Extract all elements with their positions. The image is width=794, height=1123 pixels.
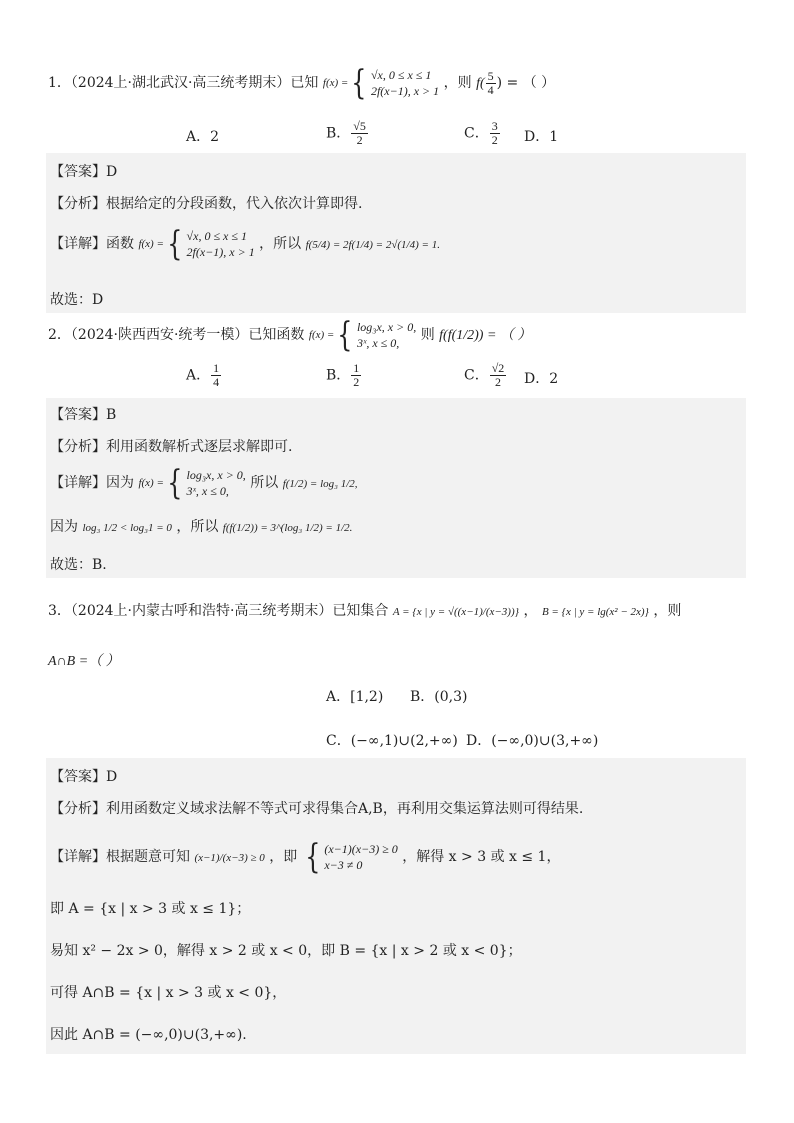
q3-step3: 可得 A∩B = {x | x > 3 或 x < 0}， xyxy=(50,985,287,1001)
q2-case1: log₃x, x > 0, xyxy=(356,320,417,334)
q1-option-a: A．2 xyxy=(186,129,220,145)
q2-brace: { xyxy=(337,315,353,355)
q3-tail: ，则 xyxy=(653,603,682,619)
q2-option-a-den: 4 xyxy=(213,375,220,389)
q2-option-b-label: B． xyxy=(326,367,351,384)
q1-analysis: 【分析】根据给定的分段函数，代入依次计算即得. xyxy=(50,196,363,212)
q2-cases xyxy=(357,319,416,351)
q2-mid: 则 xyxy=(420,327,435,343)
q1-option-c xyxy=(464,120,501,147)
q3-step4: 因此 A∩B = (−∞,0)∪(3,+∞). xyxy=(50,1027,247,1043)
q1-option-b-num: √5 xyxy=(353,119,366,133)
q2-stem xyxy=(48,315,532,355)
q1-func-name: f(x) = xyxy=(322,77,349,89)
q2-piecewise xyxy=(308,315,417,355)
q3-detail-case1: (x−1)(x−3) ≥ 0 xyxy=(324,842,398,856)
q1-answer-box xyxy=(46,153,746,313)
q1-query-num: 5 xyxy=(487,68,494,83)
q2-option-b-den: 2 xyxy=(353,375,360,389)
q3-detail-brace: { xyxy=(304,837,321,877)
q2-line2-eq2: f(f(1/2)) = 3^(log₃ 1/2) = 1/2. xyxy=(222,522,353,534)
q2-option-a-num: 1 xyxy=(213,361,220,375)
q2-prefix: 2．（2024·陕西西安·统考一模）已知函数 xyxy=(48,327,305,343)
q2-analysis: 【分析】利用函数解析式逐层求解即可. xyxy=(50,439,293,455)
q1-option-b-label: B． xyxy=(326,125,351,142)
q2-query: f(f(1/2)) = （ ） xyxy=(439,328,532,343)
q2-detail-cases xyxy=(187,467,246,499)
q2-option-c-num: √2 xyxy=(491,361,505,375)
q2-answer-box xyxy=(46,398,746,578)
q3-answer: 【答案】D xyxy=(50,769,118,785)
q1-query-pre: f( xyxy=(476,76,485,91)
q3-step1: 即 A = {x | x > 3 或 x ≤ 1}； xyxy=(50,901,251,917)
q3-stem xyxy=(48,600,681,620)
q1-option-b-den: 2 xyxy=(356,133,363,147)
q2-option-a xyxy=(186,362,222,389)
q1-stem xyxy=(48,63,556,103)
q1-answer: 【答案】D xyxy=(50,164,118,180)
q2-option-a-frac xyxy=(211,362,221,389)
q1-detail-cases xyxy=(187,228,255,260)
q1-detail-case1: √x, 0 ≤ x ≤ 1 xyxy=(186,229,247,243)
q1-prefix: 1．（2024上·湖北武汉·高三统考期末）已知 xyxy=(48,75,319,91)
q1-case2: 2f(x−1), x > 1 xyxy=(370,84,440,98)
q2-detail-piecewise xyxy=(138,463,246,503)
q3-set-a: A = {x | y = √((x−1)/(x−3))} xyxy=(392,606,520,618)
q3-option-a: A．[1,2) xyxy=(326,689,384,705)
q3-detail-mid: ，即 xyxy=(269,849,298,865)
q1-piecewise xyxy=(322,63,440,103)
q2-option-c-den: 2 xyxy=(495,375,502,389)
q3-option-b: B．(0,3) xyxy=(410,689,468,705)
q2-detail-eq: f(1/2) = log₃ 1/2, xyxy=(282,478,358,490)
q1-option-b xyxy=(326,120,369,147)
q3-answer-box xyxy=(46,758,746,1054)
q2-option-c-label: C． xyxy=(464,367,489,384)
q2-option-a-label: A． xyxy=(186,367,211,384)
q1-option-c-label: C． xyxy=(464,125,489,142)
q3-detail-ineq: (x−1)/(x−3) ≥ 0 xyxy=(194,852,265,864)
q1-mid: ，则 xyxy=(443,75,472,91)
q2-option-b xyxy=(326,362,362,389)
q2-option-b-frac xyxy=(351,362,361,389)
q3-analysis: 【分析】利用函数定义域求法解不等式可求得集合A,B，再利用交集运算法则可得结果. xyxy=(50,801,584,817)
q2-line2-mid: ，所以 xyxy=(176,519,219,535)
q3-detail-label: 【详解】根据题意可知 xyxy=(50,849,190,865)
q3-sep: ， xyxy=(523,603,538,619)
q2-detail-mid: 所以 xyxy=(250,475,279,491)
q3-detail-tail: ，解得 x > 3 或 x ≤ 1， xyxy=(402,849,561,865)
q1-brace: { xyxy=(351,63,367,103)
q3-option-d: D．(−∞,0)∪(3,+∞) xyxy=(466,733,599,749)
q3-detail-case2: x−3 ≠ 0 xyxy=(324,858,363,872)
q2-choice: 故选：B. xyxy=(50,557,107,573)
q1-detail-label: 【详解】函数 xyxy=(50,236,134,252)
q1-query-post: ) = （ ） xyxy=(496,75,556,91)
q2-option-c-frac xyxy=(490,362,507,389)
q2-option-b-num: 1 xyxy=(353,361,360,375)
q2-detail-case1: log₃x, x > 0, xyxy=(186,468,246,482)
q1-detail-piecewise xyxy=(138,224,255,264)
q1-option-b-frac xyxy=(351,120,368,147)
q1-detail-func: f(x) = xyxy=(138,238,164,250)
q3-option-c: C．(−∞,1)∪(2,+∞) xyxy=(326,733,458,749)
q1-choice: 故选：D xyxy=(50,292,104,308)
q3-set-b: B = {x | y = lg(x² − 2x)} xyxy=(541,606,649,618)
q2-line2-eq: log₃ 1/2 < log₃1 = 0 xyxy=(82,522,172,534)
q2-detail-label: 【详解】因为 xyxy=(50,475,134,491)
q2-option-d: D．2 xyxy=(524,371,559,387)
q3-step2: 易知 x² − 2x > 0，解得 x > 2 或 x < 0，即 B = {x | x > 2 或 x < 0}； xyxy=(50,943,522,959)
q2-case2: 3ˣ, x ≤ 0, xyxy=(356,336,400,350)
q2-answer: 【答案】B xyxy=(50,407,117,423)
q3-detail-cases xyxy=(324,841,397,873)
q1-detail-case2: 2f(x−1), x > 1 xyxy=(186,245,255,259)
q1-option-c-frac xyxy=(490,120,500,147)
q1-detail xyxy=(50,224,440,264)
q2-detail-line2 xyxy=(50,516,352,536)
q1-query-frac xyxy=(486,70,496,97)
q2-func-name: f(x) = xyxy=(308,329,335,341)
q2-detail xyxy=(50,463,358,503)
q1-option-c-den: 2 xyxy=(491,133,498,147)
q1-detail-eq: f(5/4) = 2f(1/4) = 2√(1/4) = 1. xyxy=(305,239,440,251)
q1-case1: √x, 0 ≤ x ≤ 1 xyxy=(370,68,432,82)
q2-line2-pre: 因为 xyxy=(50,519,78,535)
q1-detail-mid: ，所以 xyxy=(259,236,302,252)
q3-stem-line2: A∩B =（ ） xyxy=(48,654,120,669)
q2-detail-case2: 3ˣ, x ≤ 0, xyxy=(186,484,229,498)
q3-detail-system xyxy=(302,837,398,877)
q2-detail-brace: { xyxy=(167,463,183,503)
q1-query-den: 4 xyxy=(487,82,494,97)
q1-detail-brace: { xyxy=(167,224,183,264)
q2-option-c xyxy=(464,362,507,389)
q1-option-c-num: 3 xyxy=(491,119,498,133)
q1-cases xyxy=(371,67,439,99)
q3-prefix: 3．（2024上·内蒙古呼和浩特·高三统考期末）已知集合 xyxy=(48,603,389,619)
q2-detail-func: f(x) = xyxy=(138,477,164,489)
q1-option-d: D．1 xyxy=(524,129,559,145)
q3-detail xyxy=(50,837,561,877)
